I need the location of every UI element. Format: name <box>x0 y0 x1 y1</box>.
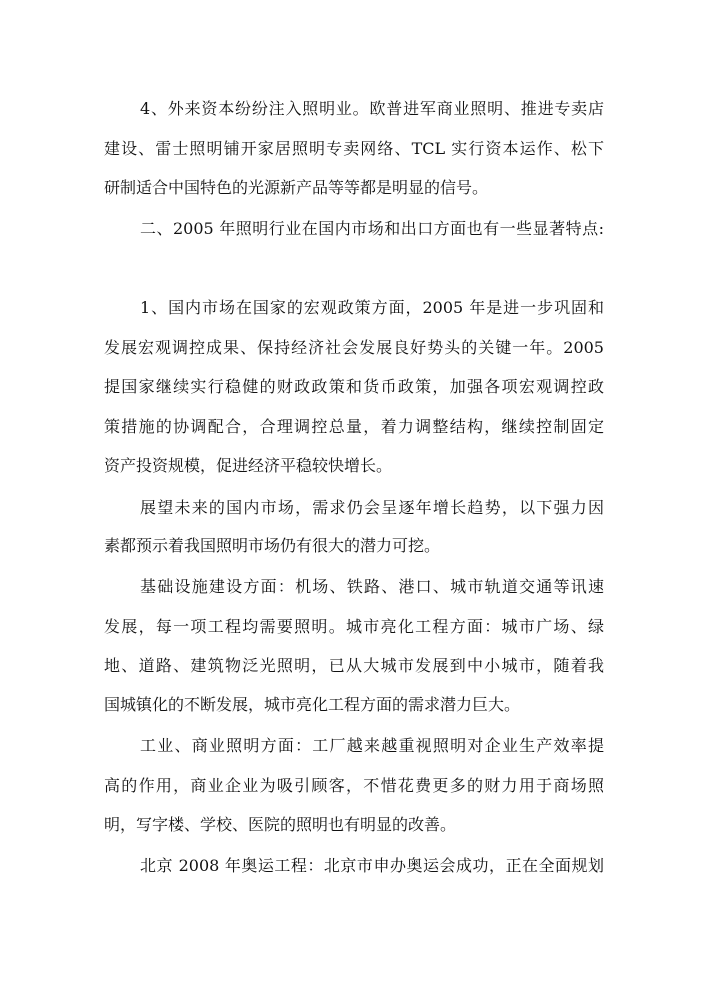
paragraph-3-line-3: 提国家继续实行稳健的财政政策和货币政策，加强各项宏观调控政 <box>104 377 604 396</box>
paragraph-1-line-3: 研制适合中国特色的光源新产品等等都是明显的信号。 <box>104 178 489 197</box>
paragraph-3-line-2: 发展宏观调控成果、保持经济社会发展良好势头的关键一年。2005 <box>104 338 604 357</box>
paragraph-4-line-1: 展望未来的国内市场，需求仍会呈逐年增长趋势，以下强力因 <box>140 498 604 517</box>
paragraph-3-line-4: 策措施的协调配合，合理调控总量，着力调整结构，继续控制固定 <box>104 417 604 436</box>
paragraph-2-line-1: 二、2005 年照明行业在国内市场和出口方面也有一些显著特点: <box>140 219 604 238</box>
paragraph-5-line-4: 国城镇化的不断发展，城市亮化工程方面的需求潜力巨大。 <box>104 695 521 714</box>
paragraph-6-line-1: 工业、商业照明方面：工厂越来越重视照明对企业生产效率提 <box>140 736 604 755</box>
paragraph-6-line-2: 高的作用，商业企业为吸引顾客，不惜花费更多的财力用于商场照 <box>104 776 604 795</box>
paragraph-1-line-1: 4、外来资本纷纷注入照明业。欧普进军商业照明、推进专卖店 <box>140 99 604 118</box>
paragraph-3-line-5: 资产投资规模，促进经济平稳较快增长。 <box>104 456 393 475</box>
paragraph-6-line-3: 明，写字楼、学校、医院的照明也有明显的改善。 <box>104 815 457 834</box>
paragraph-5-line-2: 发展，每一项工程均需要照明。城市亮化工程方面：城市广场、绿 <box>104 617 604 636</box>
paragraph-4-line-2: 素都预示着我国照明市场仍有很大的潜力可挖。 <box>104 536 441 555</box>
paragraph-7-line-1: 北京 2008 年奥运工程：北京市申办奥运会成功，正在全面规划 <box>140 856 604 875</box>
paragraph-5-line-3: 地、道路、建筑物泛光照明，已从大城市发展到中小城市，随着我 <box>104 656 604 675</box>
paragraph-1-line-2: 建设、雷士照明铺开家居照明专卖网络、TCL 实行资本运作、松下 <box>104 139 604 158</box>
paragraph-5-line-1: 基础设施建设方面：机场、铁路、港口、城市轨道交通等讯速 <box>140 577 604 596</box>
paragraph-3-line-1: 1、国内市场在国家的宏观政策方面，2005 年是进一步巩固和 <box>140 298 604 317</box>
